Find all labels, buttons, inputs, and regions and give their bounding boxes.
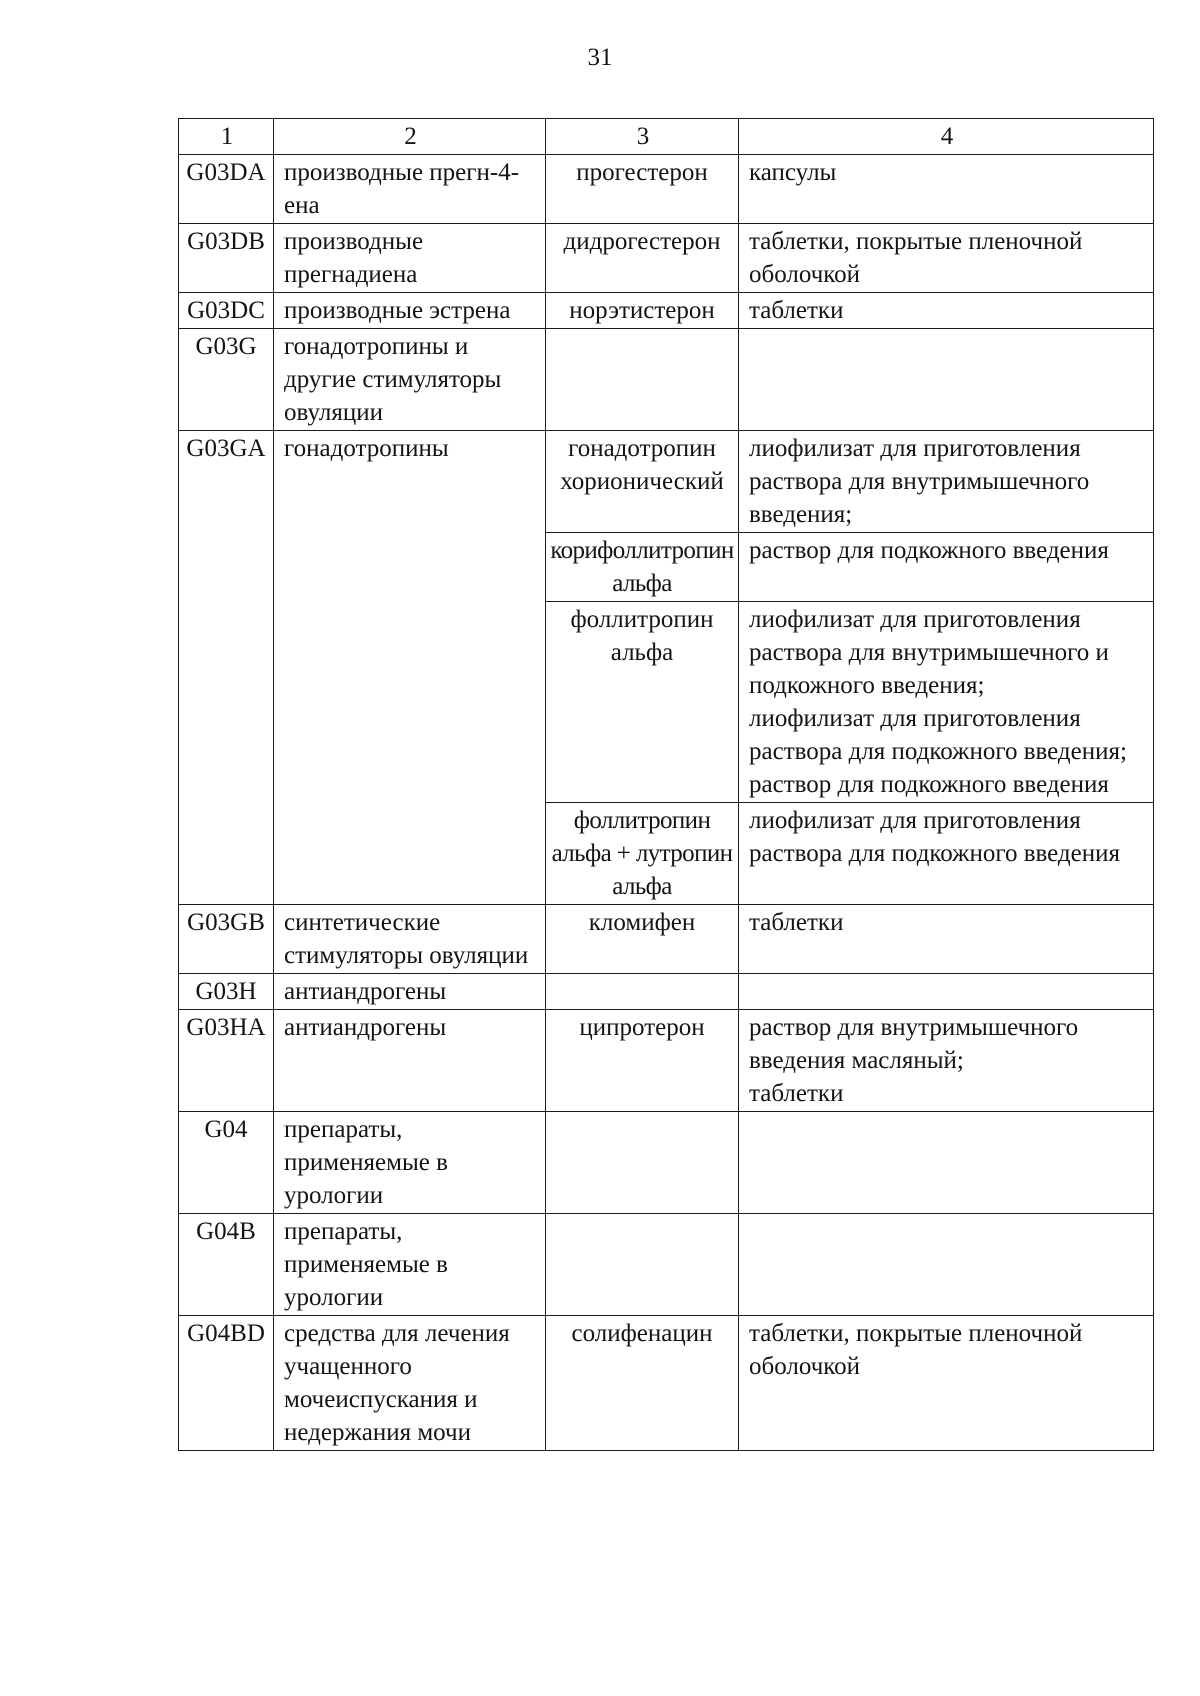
atc-group: средства для лечения учащенного мочеиспускания и недержания мочи <box>274 1316 546 1451</box>
substance: корифоллитропин альфа <box>546 533 739 602</box>
table-row <box>179 431 1154 533</box>
drug-table <box>178 118 1154 1451</box>
dosage-form: таблетки <box>739 905 1154 974</box>
atc-code: G03H <box>179 974 274 1010</box>
table-row <box>179 155 1154 224</box>
substance <box>546 329 739 431</box>
header-col-4: 4 <box>739 119 1154 155</box>
atc-group: гонадотропины <box>274 431 546 905</box>
dosage-form-line: лиофилизат для приготовления раствора для внутримышечного и подкожного введения; <box>749 606 1109 699</box>
substance: гонадотропин хорионический <box>546 431 739 533</box>
dosage-form <box>739 974 1154 1010</box>
atc-group: производные эстрена <box>274 293 546 329</box>
atc-code: G03GA <box>179 431 274 905</box>
header-col-3: 3 <box>546 119 739 155</box>
substance: солифенацин <box>546 1316 739 1451</box>
table-row <box>179 224 1154 293</box>
atc-group: производные прегнадиена <box>274 224 546 293</box>
dosage-form-line: лиофилизат для приготовления раствора для подкожного введения; <box>749 705 1127 765</box>
dosage-form <box>739 1112 1154 1214</box>
substance: кломифен <box>546 905 739 974</box>
substance: фоллитропин альфа <box>546 602 739 803</box>
atc-group: производные прегн-4-ена <box>274 155 546 224</box>
table-row <box>179 329 1154 431</box>
atc-code: G04BD <box>179 1316 274 1451</box>
atc-group: синтетические стимуляторы овуляции <box>274 905 546 974</box>
substance: дидрогестерон <box>546 224 739 293</box>
table-row <box>179 905 1154 974</box>
atc-code: G03DC <box>179 293 274 329</box>
dosage-form-line: таблетки <box>749 1080 844 1107</box>
table-row <box>179 1010 1154 1112</box>
dosage-form: раствор для подкожного введения <box>739 533 1154 602</box>
atc-code: G04 <box>179 1112 274 1214</box>
table-row <box>179 293 1154 329</box>
atc-code: G03DA <box>179 155 274 224</box>
page-number: 31 <box>587 44 613 71</box>
atc-code: G03G <box>179 329 274 431</box>
substance: норэтистерон <box>546 293 739 329</box>
atc-group: гонадотропины и другие стимуляторы овуляции <box>274 329 546 431</box>
table-row <box>179 1112 1154 1214</box>
substance <box>546 1214 739 1316</box>
atc-group: препараты, применяемые в урологии <box>274 1214 546 1316</box>
dosage-form <box>739 1010 1154 1112</box>
dosage-form: лиофилизат для приготовления раствора для подкожного введения <box>739 803 1154 905</box>
table-row <box>179 974 1154 1010</box>
dosage-form: капсулы <box>739 155 1154 224</box>
dosage-form: таблетки, покрытые пленочной оболочкой <box>739 1316 1154 1451</box>
dosage-form <box>739 329 1154 431</box>
dosage-form <box>739 602 1154 803</box>
header-col-2: 2 <box>274 119 546 155</box>
table-header-row <box>179 119 1154 155</box>
dosage-form-line: раствор для внутримышечного введения масляный; <box>749 1014 1079 1074</box>
dosage-form: лиофилизат для приготовления раствора для внутримышечного введения; <box>739 431 1154 533</box>
atc-code: G04B <box>179 1214 274 1316</box>
substance <box>546 1112 739 1214</box>
atc-group: препараты, применяемые в урологии <box>274 1112 546 1214</box>
atc-code: G03DB <box>179 224 274 293</box>
substance: ципротерон <box>546 1010 739 1112</box>
dosage-form <box>739 1214 1154 1316</box>
table-row <box>179 1316 1154 1451</box>
dosage-form: таблетки <box>739 293 1154 329</box>
atc-group: антиандрогены <box>274 1010 546 1112</box>
substance <box>546 974 739 1010</box>
atc-code: G03HA <box>179 1010 274 1112</box>
header-col-1: 1 <box>179 119 274 155</box>
dosage-form: таблетки, покрытые пленочной оболочкой <box>739 224 1154 293</box>
table-row <box>179 1214 1154 1316</box>
substance: прогестерон <box>546 155 739 224</box>
substance: фоллитропин альфа + лутропин альфа <box>546 803 739 905</box>
atc-group: антиандрогены <box>274 974 546 1010</box>
atc-code: G03GB <box>179 905 274 974</box>
dosage-form-line: раствор для подкожного введения <box>749 771 1109 798</box>
